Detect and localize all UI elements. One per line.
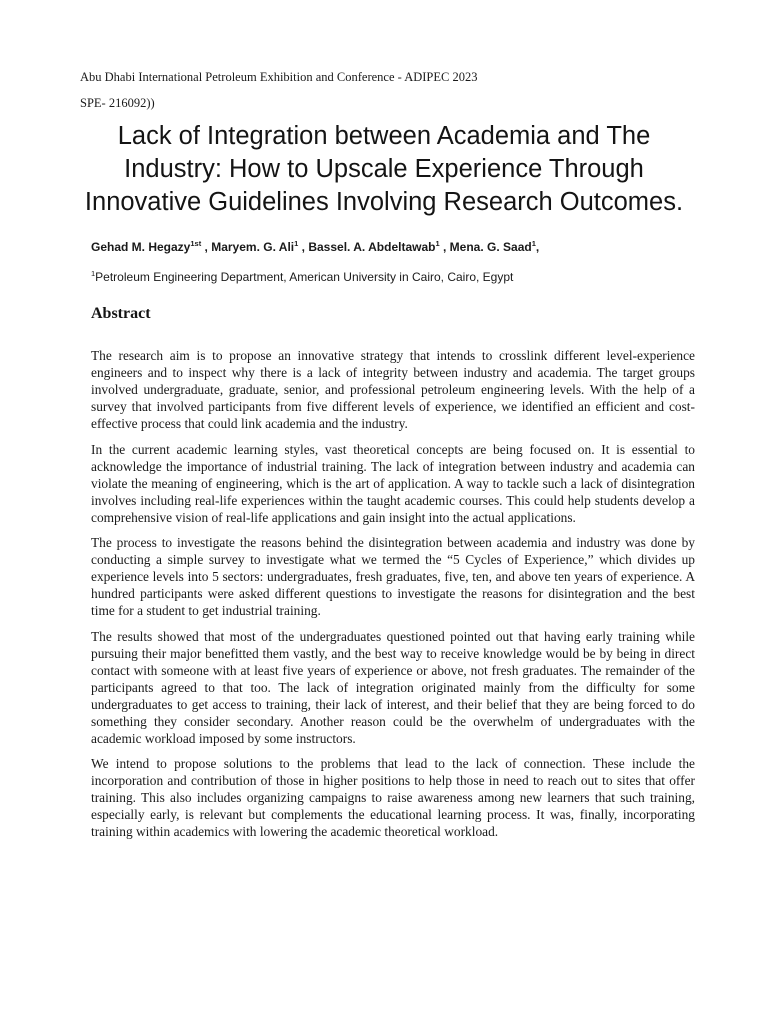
abstract-paragraph: The research aim is to propose an innovative strategy that intends to crosslink different level-experience engineers and to inspect why there is a lack of integrity between industry and academia. The target groups involved undergraduate, graduate, senior, and professional petroleum engineering levels. With the help of a survey that involved participants from five different levels of experience, we identified an efficient and cost-effective process that could link academia and the industry.: [91, 348, 695, 431]
paper-id: SPE- 216092)): [80, 96, 155, 110]
author-separator: ,: [201, 240, 212, 254]
author-separator: ,: [439, 240, 450, 254]
title-line: Lack of Integration between Academia and The: [117, 122, 651, 150]
author-name: Gehad M. Hegazy: [91, 240, 191, 254]
affiliation-text: Petroleum Engineering Department, American University in Cairo, Cairo, Egypt: [95, 270, 514, 284]
title-line: Innovative Guidelines Involving Research Outcomes.: [84, 188, 684, 216]
conference-header: Abu Dhabi International Petroleum Exhibition and Conference - ADIPEC 2023: [80, 70, 478, 84]
abstract-paragraph: The results showed that most of the undergraduates questioned pointed out that having early training while pursuing their major benefitted them vastly, and the best way to receive knowledge would be by being in direct contact with someone with at least five years of experience or above, not fresh graduates. The remainder of the participants agreed to that too. The lack of integration originated mainly from the difficulty for some undergraduates to get access to training, their lack of interest, and their belief that they are being forced to do something they consider secondary. Another reason could be the overwhelm of undergraduates with the academic workload imposed by some instructors.: [91, 628, 695, 746]
author-name: Bassel. A. Abdeltawab: [308, 240, 436, 254]
author-name: Mena. G. Saad: [449, 240, 532, 254]
author-list: [91, 239, 539, 255]
author-affiliation-mark: 1: [294, 239, 299, 248]
affiliation: [91, 269, 513, 285]
author-affiliation-mark: 1: [531, 239, 536, 248]
author-separator: ,: [298, 240, 309, 254]
title-line: Industry: How to Upscale Experience Through: [124, 155, 644, 183]
abstract-body: [91, 347, 695, 849]
abstract-heading: Abstract: [91, 305, 151, 322]
author-trailing-comma: ,: [535, 240, 540, 254]
abstract-paragraph: In the current academic learning styles, vast theoretical concepts are being focused on. It is essential to acknowledge the importance of industrial training. The lack of integration between industry and academia can violate the meaning of engineering, which is the art of application. A way to tackle such a lack of disintegration involves including real-life experiences within the taught academic courses. This could help students develop a comprehensive vision of real-life applications and gain insight into the actual applications.: [91, 441, 695, 525]
affiliation-mark: 1: [91, 269, 96, 278]
author-name: Maryem. G. Ali: [211, 240, 295, 254]
abstract-paragraph: The process to investigate the reasons behind the disintegration between academia and industry was done by conducting a simple survey to investigate what we termed the “5 Cycles of Experience,” which divides up experience levels into 5 sectors: undergraduates, fresh graduates, five, ten, and above ten years of experience. A hundred participants were asked different questions to investigate the reasons for disintegration and the best time for a student to get industrial training.: [91, 535, 695, 618]
author-affiliation-mark: 1: [435, 239, 440, 248]
abstract-paragraph: We intend to propose solutions to the problems that lead to the lack of connection. These include the incorporation and contribution of those in higher positions to help those in need to reach out to sites that offer training. This also includes organizing campaigns to raise awareness among new learners that such training, especially early, is relevant but complements the educational learning process. It was, finally, incorporating training within academics with lowering the academic theoretical workload.: [91, 756, 695, 839]
author-affiliation-mark: 1st: [190, 239, 202, 248]
paper-title: [60, 120, 708, 219]
